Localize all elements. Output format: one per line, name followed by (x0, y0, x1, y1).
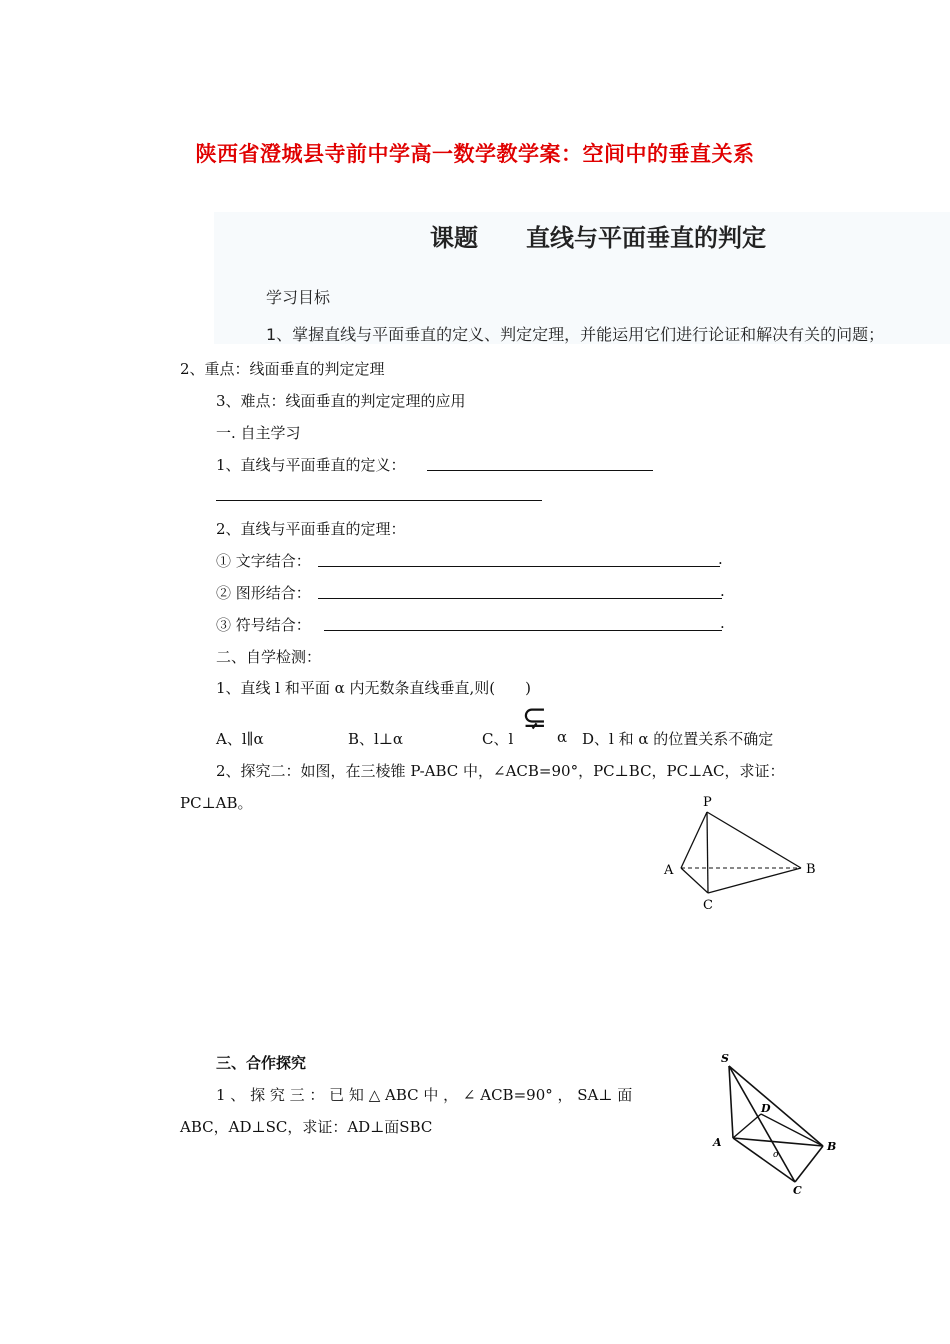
option-a: A、l∥α (216, 730, 264, 748)
figure-form-blank[interactable] (318, 598, 722, 599)
topic-title: 直线与平面垂直的判定 (526, 224, 766, 252)
section1-heading: 一. 自主学习 (216, 424, 301, 442)
document-title: 陕西省澄城县寺前中学高一数学教学案：空间中的垂直关系 (195, 142, 755, 166)
edge-pa (681, 812, 707, 868)
edge-ac (733, 1138, 795, 1182)
section2-heading: 二、自学检测： (216, 648, 322, 666)
subset-not-equal-symbol: ⊊ (522, 700, 548, 735)
symbol-form-period: . (720, 614, 725, 632)
label-s: S (721, 1052, 729, 1065)
question-3-line2: ABC，AD⊥SC，求证：AD⊥面SBC (180, 1118, 433, 1136)
label-p: P (703, 795, 712, 810)
label-a: A (664, 863, 674, 878)
edge-cb (795, 1146, 823, 1182)
definition-blank-2[interactable] (216, 500, 542, 501)
definition-prompt: 1、直线与平面垂直的定义： (216, 456, 406, 474)
label-b: B (827, 1140, 837, 1153)
figure-form-label: ② 图形结合： (216, 584, 311, 602)
label-b: B (806, 862, 816, 877)
question-2-line1: 2、探究二：如图，在三棱锥 P-ABC 中，∠ACB=90°，PC⊥BC，PC⊥AC，求证： (216, 762, 785, 780)
figure-form-period: . (720, 582, 725, 600)
question-1: 1、直线 l 和平面 α 内无数条直线垂直,则( ) (216, 679, 532, 697)
edge-sb (729, 1066, 823, 1146)
section3-heading: 三、合作探究 (216, 1054, 307, 1072)
pyramid-figure-1 (655, 790, 830, 915)
label-c: C (793, 1184, 802, 1195)
label-o: o (773, 1150, 779, 1160)
goals-heading: 学习目标 (266, 288, 331, 307)
text-form-period: . (718, 550, 723, 568)
label-d: D (761, 1102, 771, 1115)
option-b: B、l⊥α (348, 730, 404, 748)
option-d: D、l 和 α 的位置关系不确定 (582, 730, 774, 748)
pyramid-figure-2 (705, 1050, 845, 1195)
option-c-prefix: C、l (482, 730, 514, 748)
symbol-form-label: ③ 符号结合： (216, 616, 311, 634)
edge-sc (729, 1066, 795, 1182)
symbol-form-blank[interactable] (324, 630, 722, 631)
text-form-blank[interactable] (318, 566, 720, 567)
goal-1: 1、掌握直线与平面垂直的定义、判定定理，并能运用它们进行论证和解决有关的问题； (266, 325, 885, 344)
question-3-line1: 1 、 探 究 三 ： 已 知 △ ABC 中 ， ∠ ACB=90° ， SA⊥ 面 (216, 1086, 633, 1104)
edge-ac (681, 868, 708, 893)
edge-pc (707, 812, 708, 893)
lesson-banner (214, 212, 950, 344)
goal-3: 3、难点：线面垂直的判定定理的应用 (216, 392, 466, 410)
topic-label: 课题 (430, 224, 478, 252)
edge-pb (707, 812, 801, 868)
question-2-line2: PC⊥AB。 (180, 794, 253, 812)
goal-2: 2、重点：线面垂直的判定定理 (180, 360, 385, 378)
definition-blank-1[interactable] (427, 470, 653, 471)
edge-cb (708, 868, 801, 893)
label-a: A (713, 1136, 722, 1149)
segment-ad (733, 1114, 761, 1138)
text-form-label: ① 文字结合： (216, 552, 311, 570)
theorem-prompt: 2、直线与平面垂直的定理： (216, 520, 406, 538)
edge-sa (729, 1066, 733, 1138)
option-c-suffix: α (557, 728, 568, 746)
label-c: C (703, 898, 713, 913)
